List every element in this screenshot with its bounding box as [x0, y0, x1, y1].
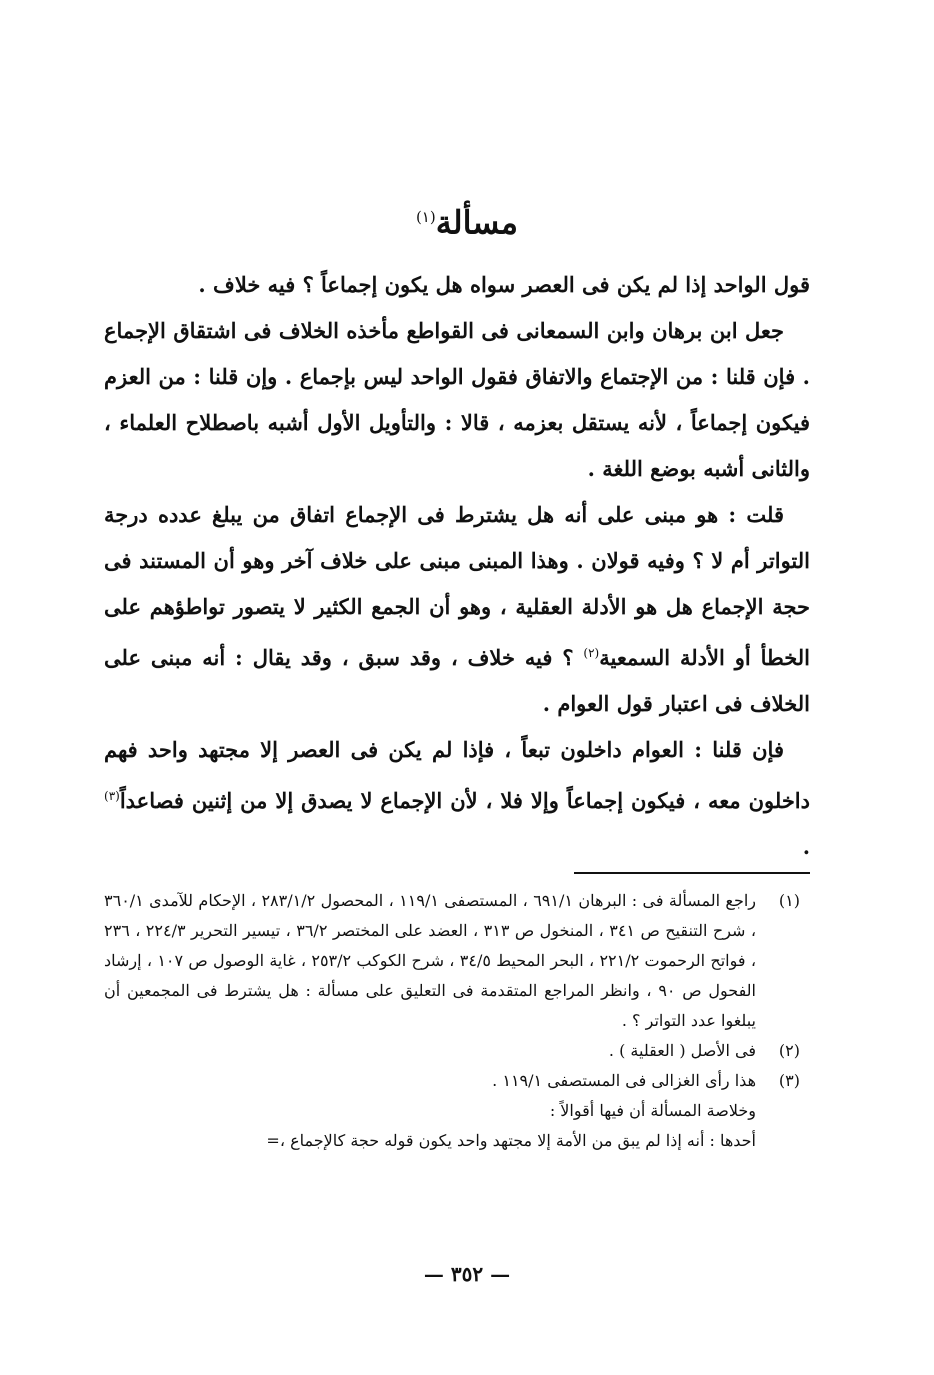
title-footnote-ref: (١)	[415, 208, 436, 227]
footnote-ref: (٣)	[104, 789, 120, 803]
paragraph-text: جعل ابن برهان وابن السمعانى فى القواطع مأخذه الخلاف فى اشتقاق الإجماع . فإن قلنا : من الإجتماع والاتفاق فقول الواحد ليس بإجماع . وإن قلنا : من العزم فيكون إجماعاً ، لأنه يستقل بعزمه ، قالا : والتأويل الأول أشبه باصطلاح العلماء ، والثانى أشبه بوضع اللغة .	[104, 318, 810, 481]
footnote-continuation-line: أحدها : أنه إذا لم يبق من الأمة إلا مجتهد واحد يكون قوله حجة كالإجماع ،=	[266, 1131, 756, 1150]
footnote-number: (٢)	[778, 1041, 800, 1060]
paragraph-4	[104, 727, 810, 870]
title-text: مسألة	[435, 204, 519, 243]
paragraph-text: ؟ فيه خلاف ، وقد سبق ، وقد يقال : أنه مبنى على الخلاف فى اعتبار قول العوام .	[104, 645, 810, 716]
page-number: — ٣٥٢ —	[423, 1262, 511, 1286]
paragraph-text: قلت : هو مبنى على أنه هل يشترط فى الإجماع اتفاق من يبلغ عدده درجة التواتر أم لا ؟ وفيه قولان . وهذا المبنى مبنى على خلاف آخر وهو أن المستند فى حجة الإجماع هل هو الأدلة العقلية ، وهو أن الجمع الكثير لا يتصور تواطؤهم على الخطأ أو الأدلة السمعية	[104, 502, 810, 670]
footnote-2	[104, 1036, 800, 1066]
footnote-number: (٣)	[778, 1071, 800, 1090]
footnotes	[104, 886, 800, 1156]
footnote-3	[104, 1066, 800, 1096]
paragraph-text: .	[802, 834, 810, 859]
footnote-continuation-line: وخلاصة المسألة أن فيها أقوالاً :	[549, 1101, 756, 1120]
footnote-separator	[574, 872, 810, 874]
footnote-text: هذا رأى الغزالى فى المستصفى ١١٩/١ .	[492, 1071, 756, 1090]
paragraph-2	[104, 308, 810, 492]
main-text	[104, 262, 810, 870]
paragraph-text: فإن قلنا : العوام داخلون تبعاً ، فإذا لم يكن فى العصر إلا مجتهد واحد فهم داخلون معه ، فيكون إجماعاً وإلا فلا ، لأن الإجماع لا يصدق إلا من إثنين فصاعداً	[104, 737, 810, 813]
footnote-text: فى الأصل ( العقلية ) .	[608, 1041, 756, 1060]
footnote-text: راجع المسألة فى : البرهان ٦٩١/١ ، المستصفى ١١٩/١ ، المحصول ٢٨٣/١/٢ ، الإحكام للآمدى ٣٦٠/١ ، شرح التنقيح ص ٣٤١ ، المنخول ص ٣١٣ ، العضد على المختصر ٣٦/٢ ، تيسير التحرير ٢٢٤/٣ ، ٢٣٦ ، فواتح الرحموت ٢٢١/٢ ، البحر المحيط ٣٤/٥ ، شرح الكوكب ٢٥٣/٢ ، غاية الوصول ص ١٠٧ ، إرشاد الفحول ص ٩٠ ، وانظر المراجع المتقدمة فى التعليق على مسألة : هل يشترط فى المجمعين أن يبلغوا عدد التواتر ؟ .	[104, 891, 757, 1030]
paragraph-3	[104, 492, 810, 727]
footnote-1	[104, 886, 800, 1036]
footnote-number: (١)	[778, 891, 800, 910]
footnote-ref: (٢)	[583, 646, 600, 660]
page-title	[0, 193, 934, 247]
paragraph-text: قول الواحد إذا لم يكن فى العصر سواه هل يكون إجماعاً ؟ فيه خلاف .	[198, 272, 810, 297]
paragraph-1	[104, 262, 810, 308]
